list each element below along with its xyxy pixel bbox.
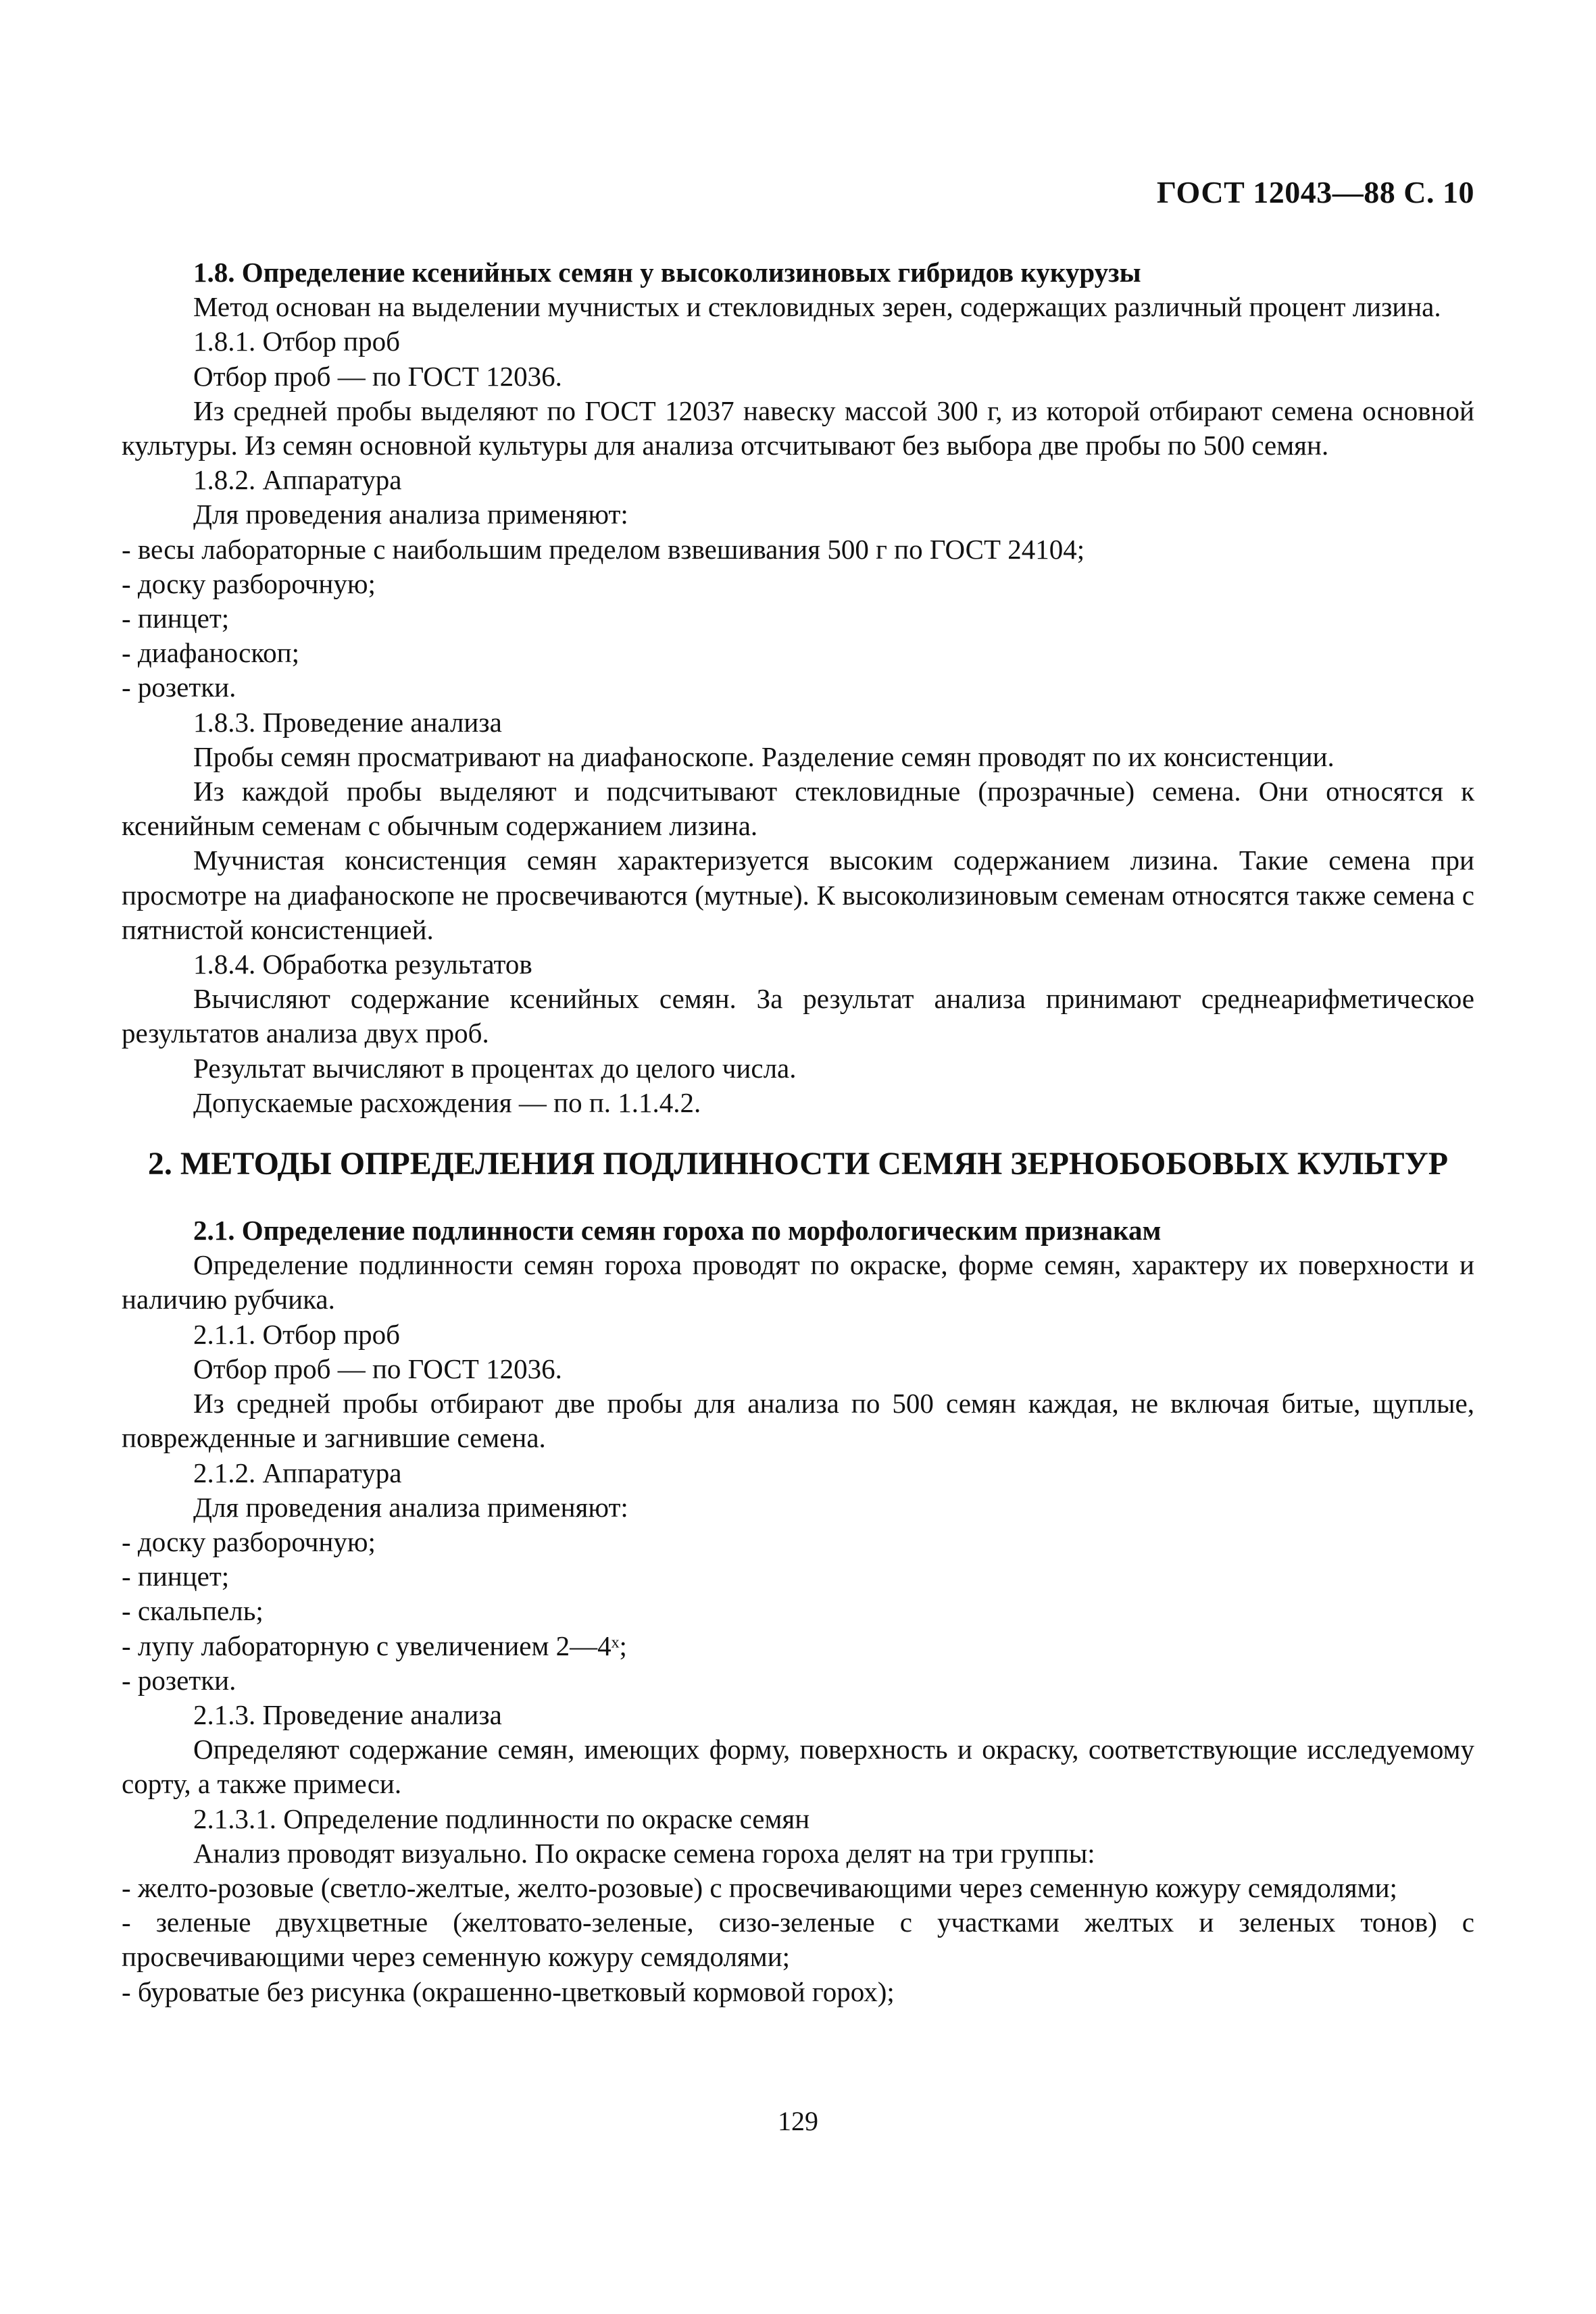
section-heading-2-1: 2.1. Определение подлинности семян гороха по морфологическим признакам — [193, 1215, 1162, 1247]
subsection-heading: 1.8.1. Отбор проб — [193, 326, 400, 357]
chapter-heading-2: 2. МЕТОДЫ ОПРЕДЕЛЕНИЯ ПОДЛИННОСТИ СЕМЯН ЗЕРНОБОБОВЫХ КУЛЬТУР — [147, 1146, 1449, 1182]
section-heading-1-8: 1.8. Определение ксенийных семян у высоколизиновых гибридов кукурузы — [193, 257, 1141, 288]
list-item: - лупу лабораторную с увеличением 2—4ˣ; — [122, 1630, 627, 1661]
list-item: - зеленые двухцветные (желтовато-зеленые, сизо-зеленые с участками желтых и зеленых тонов) с просвечивающими через семенную кожуру семядолями; — [122, 1907, 1474, 1973]
subsection-heading: 1.8.2. Аппаратура — [193, 464, 402, 496]
list-item: - скальпель; — [122, 1595, 264, 1627]
list-item: - буроватые без рисунка (окрашенно-цветковый кормовой горох); — [122, 1976, 895, 2007]
list-item: - диафаноскоп; — [122, 637, 299, 669]
paragraph: Из средней пробы выделяют по ГОСТ 12037 навеску массой 300 г, из которой отбирают семена основной культуры. Из семян основной культуры для анализа отсчитывают без выбора две пробы по 500 семян. — [122, 395, 1474, 461]
subsection-heading: 2.1.2. Аппаратура — [193, 1457, 402, 1488]
subsection-heading: 2.1.3. Проведение анализа — [193, 1699, 502, 1730]
list-item: - желто-розовые (светло-желтые, желто-розовые) с просвечивающими через семенную кожуру семядолями; — [122, 1871, 1397, 1903]
paragraph: Метод основан на выделении мучнистых и стекловидных зерен, содержащих различный процент лизина. — [193, 291, 1441, 323]
paragraph: Из средней пробы отбирают две пробы для анализа по 500 семян каждая, не включая битые, щуплые, поврежденные и загнившие семена. — [122, 1388, 1474, 1454]
page-header: ГОСТ 12043—88 С. 10 — [1156, 175, 1474, 209]
paragraph: Допускаемые расхождения — по п. 1.1.4.2. — [193, 1086, 701, 1118]
list-item: - доску разборочную; — [122, 1526, 376, 1557]
subsection-heading: 2.1.1. Отбор проб — [193, 1318, 400, 1350]
subsection-heading: 1.8.4. Обработка результатов — [193, 949, 532, 980]
paragraph: Анализ проводят визуально. По окраске семена гороха делят на три группы: — [193, 1837, 1095, 1869]
paragraph: Мучнистая консистенция семян характеризуется высоким содержанием лизина. Такие семена при просмотре на диафаноскопе не просвечиваются (мутные). К высоколизиновым семенам относятся также семена с пятнистой консистенцией. — [122, 845, 1474, 945]
document-body — [122, 255, 1474, 2009]
subsection-heading: 2.1.3.1. Определение подлинности по окраске семян — [193, 1803, 810, 1834]
list-item: - весы лабораторные с наибольшим пределом взвешивания 500 г по ГОСТ 24104; — [122, 533, 1085, 565]
list-item: - доску разборочную; — [122, 568, 376, 599]
paragraph: Отбор проб — по ГОСТ 12036. — [193, 360, 562, 392]
paragraph: Для проведения анализа применяют: — [193, 499, 628, 530]
paragraph: Для проведения анализа применяют: — [193, 1491, 628, 1523]
paragraph: Отбор проб — по ГОСТ 12036. — [193, 1353, 562, 1384]
list-item: - розетки. — [122, 1664, 236, 1696]
list-item: - розетки. — [122, 672, 236, 703]
list-item: - пинцет; — [122, 603, 230, 634]
list-item: - пинцет; — [122, 1561, 230, 1592]
paragraph: Результат вычисляют в процентах до целого числа. — [193, 1052, 797, 1084]
page-number: 129 — [778, 2106, 818, 2136]
paragraph: Определение подлинности семян гороха проводят по окраске, форме семян, характеру их поверхности и наличию рубчика. — [122, 1249, 1474, 1315]
paragraph: Вычисляют содержание ксенийных семян. За результат анализа принимают среднеарифметическое результатов анализа двух проб. — [122, 983, 1474, 1049]
paragraph: Определяют содержание семян, имеющих форму, поверхность и окраску, соответствующие исследуемому сорту, а также примеси. — [122, 1734, 1474, 1800]
paragraph: Из каждой пробы выделяют и подсчитывают стекловидные (прозрачные) семена. Они относятся к ксенийным семенам с обычным содержанием лизина. — [122, 776, 1474, 842]
paragraph: Пробы семян просматривают на диафаноскопе. Разделение семян проводят по их консистенции. — [193, 740, 1335, 772]
subsection-heading: 1.8.3. Проведение анализа — [193, 706, 502, 738]
